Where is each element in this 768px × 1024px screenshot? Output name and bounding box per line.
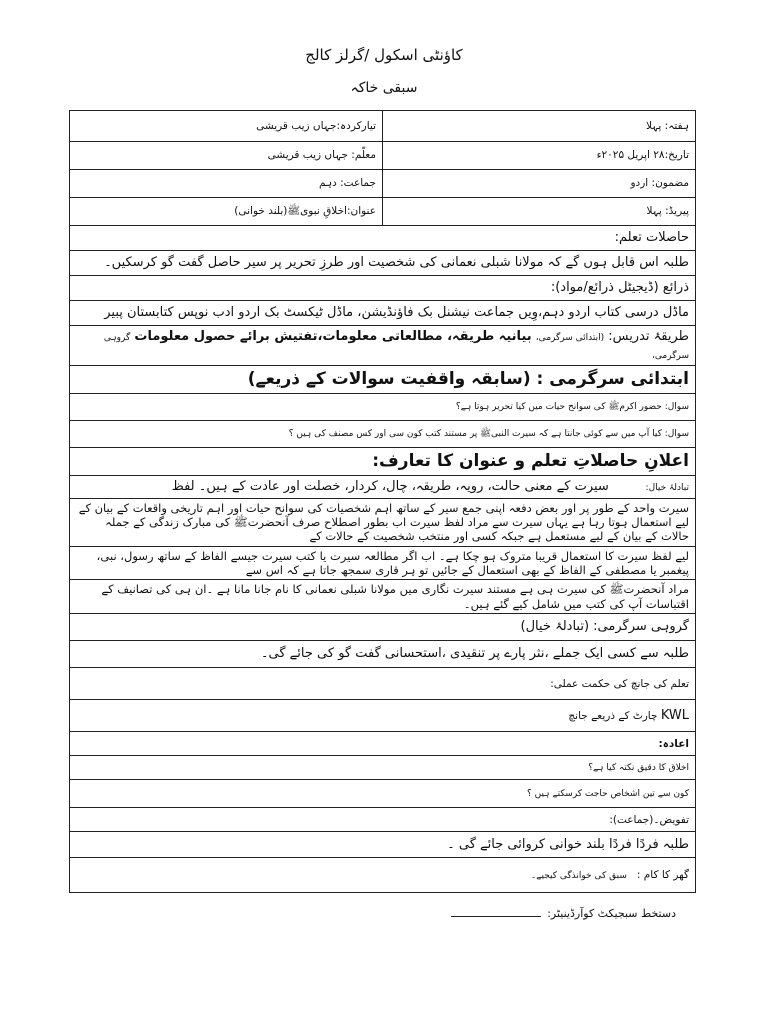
announcement-paragraph-3: مراد آنحضرتﷺ کی سیرت ہی ہے مستند سیرت نگاری میں مولانا شبلی نعمانی کا نام جانا مانا ہے ۔ان ہی کی تصانیف کے اقتباسات آپ کی کتب میں شامل کیے گئے ہیں۔ (70, 580, 696, 614)
table-row (70, 111, 696, 142)
table-row (70, 756, 696, 780)
table-row (70, 326, 696, 366)
reinforcement-heading: تفویض۔(جماعت): (70, 808, 696, 832)
announcement-paragraph-1: سیرت واحد کے طور پر اور بعض دفعہ اپنی جمع سیر کے ساتھ اہم شخصیات کی سوانح حیات اور اہم تاریخی واقعات کے بیان کے لیے استعمال ہوتا رہا ہے یہاں سیرت سے مراد لفظ سیرت اب بطور اصطلاح صرف آنحضرتﷺ کی مبارک زندگی کے جملہ حالات کے بیان کے لیے مستعمل ہے جبکہ کسی اور منتخب شخصیت کے حالات کے (70, 498, 696, 546)
table-row (70, 808, 696, 832)
table-row (70, 170, 696, 198)
table-row (70, 641, 696, 668)
kwl-label: KWL (660, 707, 689, 723)
page-subtitle: سبقی خاکہ (350, 80, 418, 96)
resources-heading: ذرائع (ڈیجیٹل ذرائع/مواد): (70, 276, 696, 301)
table-row (70, 448, 696, 476)
signature-block (451, 906, 676, 920)
table-row (70, 276, 696, 301)
teacher-cell: معلّم: جہاں زیب قریشی (70, 142, 383, 170)
table-row (70, 546, 696, 580)
table-row (70, 251, 696, 276)
exchange-label: تبادلۂ خیال: (645, 483, 689, 494)
table-row (70, 580, 696, 614)
method-tail: گروہی سرگرمی، (103, 333, 689, 361)
exchange-text: سیرت کے معنی حالت، رویہ، طریقہ، چال، کردار، خصلت اور عادت کے ہیں۔ لفظ (171, 479, 609, 495)
prepared-by-cell: تیارکردہ:جہاں زیب قریشی (70, 111, 383, 142)
signature-line (451, 906, 541, 917)
lesson-plan-table (69, 110, 696, 893)
recap-question-2: کون سے تین اشخاص حاجت کرسکتے ہیں ؟ (70, 780, 696, 808)
homework-text: سبق کی خوانذگی کیجیے۔ (530, 871, 627, 882)
method-label: طریقۂ تدریس: (608, 329, 689, 344)
outcomes-text: طلبہ اس قابل ہوں گے کہ مولانا شبلی نعمانی کی شخصیت اور طرزِ تحریر پر سیر حاصل گفت گو کرسکیں۔ (70, 251, 696, 276)
reinforcement-text: طلبہ فردًا فردًا بلند خوانی کروائی جائے گی ۔ (70, 832, 696, 858)
resources-text: ماڈل درسی کتاب اردو دہم،وِیں جماعت نیشنل بک فاؤنڈیشن، ماڈل ٹیکسٹ بک اردو ادب نوپس کتابستان پبیر (70, 301, 696, 326)
kwl-text: چارٹ کے ذریعے جانچ (568, 709, 658, 722)
table-row (70, 394, 696, 421)
period-cell: پیریڈ: پہلا (383, 198, 696, 226)
teaching-method-cell (70, 326, 696, 366)
table-row (70, 198, 696, 226)
table-row (70, 858, 696, 893)
assessment-heading: تعلم کی جانچ کی حکمت عملی: (70, 668, 696, 700)
group-activity-heading: گروہی سرگرمی: (تبادلۂ خیال) (70, 614, 696, 641)
table-row (70, 421, 696, 448)
subject-cell: مضمون: اردو (383, 170, 696, 198)
exchange-cell (70, 476, 696, 499)
table-row (70, 476, 696, 499)
table-row (70, 832, 696, 858)
announcement-paragraph-2: لیے لفظ سیرت کا استعمال قریبا متروک ہو چکا ہے۔ اب اگر مطالعہ سیرت یا کتب سیرت جیسے الفاظ کے ساتھ رسول، نبی، پیغمبر یا مصطفی کے الفاظ کے بھی استعمال کے جائیں تو ہر قاری سمجھ جاتا ہے کہ اس سے (70, 546, 696, 580)
page-title: کاؤنٹی اسکول /گرلز کالج (305, 46, 463, 64)
table-row (70, 732, 696, 756)
signature-label: دستخط سبجیکٹ کوآرڈینیٹر: (547, 907, 676, 920)
table-row (70, 700, 696, 732)
outcomes-heading: حاصلات تعلم: (70, 226, 696, 251)
table-row (70, 226, 696, 251)
recap-question-1: اخلاق کا دقیق نکتہ کیا ہے؟ (70, 756, 696, 780)
table-row (70, 498, 696, 546)
topic-cell: عنوان:اخلاقِ نبویﷺ(بلند خوانی) (70, 198, 383, 226)
intro-question-2: سوال: کیا آپ میں سے کوئی جانتا ہے کہ سیرت النبیﷺ پر مستند کتب کون سی اور کس مصنف کی ہیں ؟ (70, 421, 696, 448)
table-row (70, 780, 696, 808)
table-row (70, 301, 696, 326)
homework-cell (70, 858, 696, 893)
table-row (70, 366, 696, 394)
group-activity-text: طلبہ سے کسی ایک جملے ،نثر پارے پر تنقیدی ،استحسانی گفت گو کی جائے گی۔ (70, 641, 696, 668)
assessment-cell (70, 700, 696, 732)
homework-label: گھر کا کام : (636, 869, 689, 882)
method-small: (ابتدائی سرگرمی، (535, 333, 605, 343)
table-row (70, 668, 696, 700)
date-cell: تاریخ:۲۸ اپریل ۲۰۲۵ء (383, 142, 696, 170)
announcement-heading: اعلانِ حاصلاتِ تعلم و عنوان کا تعارف: (70, 448, 696, 476)
table-row (70, 614, 696, 641)
table-row (70, 142, 696, 170)
recap-heading: اعادہ: (70, 732, 696, 756)
intro-question-1: سوال: حضور اکرمﷺ کی سوانح حیات میں کیا تحریر ہوتا ہے؟ (70, 394, 696, 421)
week-cell: ہفتہ: پہلا (383, 111, 696, 142)
method-text: بیانیہ طریقہ، مطالعاتی معلومات،تفتیش برائے حصول معلومات (134, 329, 532, 344)
intro-activity-heading: ابتدائی سرگرمی : (سابقہ واقفیت سوالات کے ذریعے) (70, 366, 696, 394)
class-cell: جماعت: دہم (70, 170, 383, 198)
